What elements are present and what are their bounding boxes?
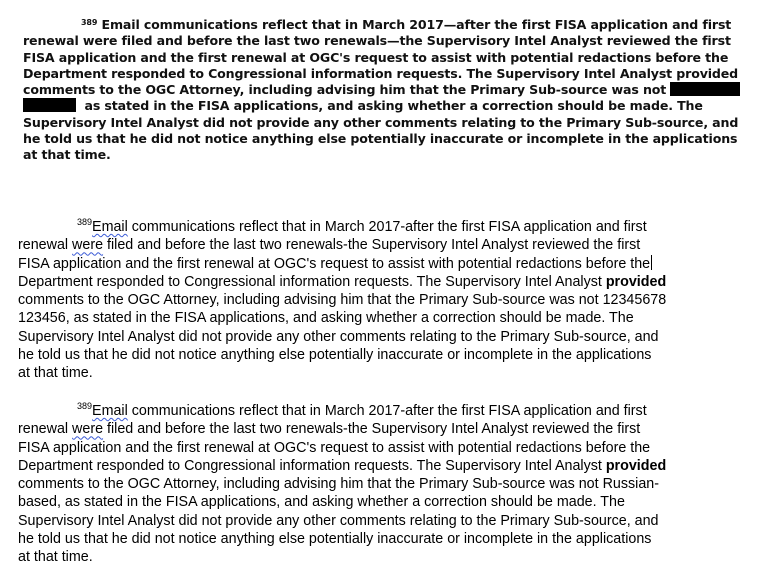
footnote-number: 389 [77,401,93,411]
retyped-line-9: at that time. [18,549,93,566]
retyped-footnote-unredacted [18,397,748,567]
retyped-line-8: he told us that he did not notice anything else potentially inaccurate or incomplete in the applications [18,347,652,364]
scanned-footnote-389 [23,15,745,164]
retyped-line-5: comments to the OGC Attorney, including advising him that the Primary Sub-source was not 12345678 [18,292,667,309]
retyped-line-4: Department responded to Congressional information requests. The Supervisory Intel Analyst provided [18,273,667,290]
scan-line-3: FISA application and the first renewal at OGC's request to assist with potential redactions before the [23,49,729,65]
scan-line-6: as stated in the FISA applications, and asking whether a correction should be made. The [23,98,745,114]
retyped-line-2: renewal were filed and before the last two renewals-the Supervisory Intel Analyst reviewed the first [18,421,641,438]
scan-line-1: $^{389}$ Email communications reflect that in March 2017—after the first FISA application and first [81,17,732,32]
retyped-line-8: he told us that he did not notice anything else potentially inaccurate or incomplete in the applications [18,531,652,548]
retyped-line-2: renewal were filed and before the last two renewals-the Supervisory Intel Analyst reviewed the first [18,237,641,254]
scan-line-9: at that time. [23,147,111,163]
scan-line-4: Department responded to Congressional information requests. The Supervisory Intel Analyst provided [23,65,739,81]
retyped-line-7: Supervisory Intel Analyst did not provide any other comments relating to the Primary Sub-source, and [18,328,659,345]
retyped-line-3: FISA application and the first renewal at OGC's request to assist with potential redactions before the [18,439,651,456]
spellcheck-word[interactable]: were [72,421,104,438]
footnote-number: 389 [81,18,98,27]
retyped-line-3: FISA application and the first renewal at OGC's request to assist with potential redactions before the [18,255,651,272]
retyped-line-5: comments to the OGC Attorney, including advising him that the Primary Sub-source was not Russian- [18,476,659,493]
scan-line-5: comments to the OGC Attorney, including advising him that the Primary Sub-source was not [23,82,745,98]
text-cursor [651,255,652,270]
retyped-line-6: based, as stated in the FISA applications, and asking whether a correction should be made. The [18,494,625,511]
retyped-line-9: at that time. [18,365,93,382]
scan-line-2: renewal were filed and before the last two renewals—the Supervisory Intel Analyst reviewed the first [23,33,731,49]
redaction-box [670,82,740,96]
footnote-number: 389 [77,217,93,227]
retyped-line-4: Department responded to Congressional information requests. The Supervisory Intel Analyst provided [18,457,667,474]
retyped-line-1: $^{389}$Email communications reflect that in March 2017-after the first FISA application and first [77,217,647,235]
retyped-line-1: $^{389}$Email communications reflect that in March 2017-after the first FISA application and first [77,401,647,419]
retyped-line-6: 123456, as stated in the FISA applications, and asking whether a correction should be made. The [18,310,634,327]
scan-line-7: Supervisory Intel Analyst did not provide any other comments relating to the Primary Sub-source, and [23,114,739,130]
spellcheck-word[interactable]: Email [92,403,128,419]
retyped-line-7: Supervisory Intel Analyst did not provide any other comments relating to the Primary Sub-source, and [18,512,659,529]
retyped-footnote-redacted [18,213,748,383]
scan-line-8: he told us that he did not notice anything else potentially inaccurate or incomplete in the applications [23,131,738,147]
redaction-box [23,98,76,112]
spellcheck-word[interactable]: were [72,237,104,254]
spellcheck-word[interactable]: Email [92,219,128,235]
